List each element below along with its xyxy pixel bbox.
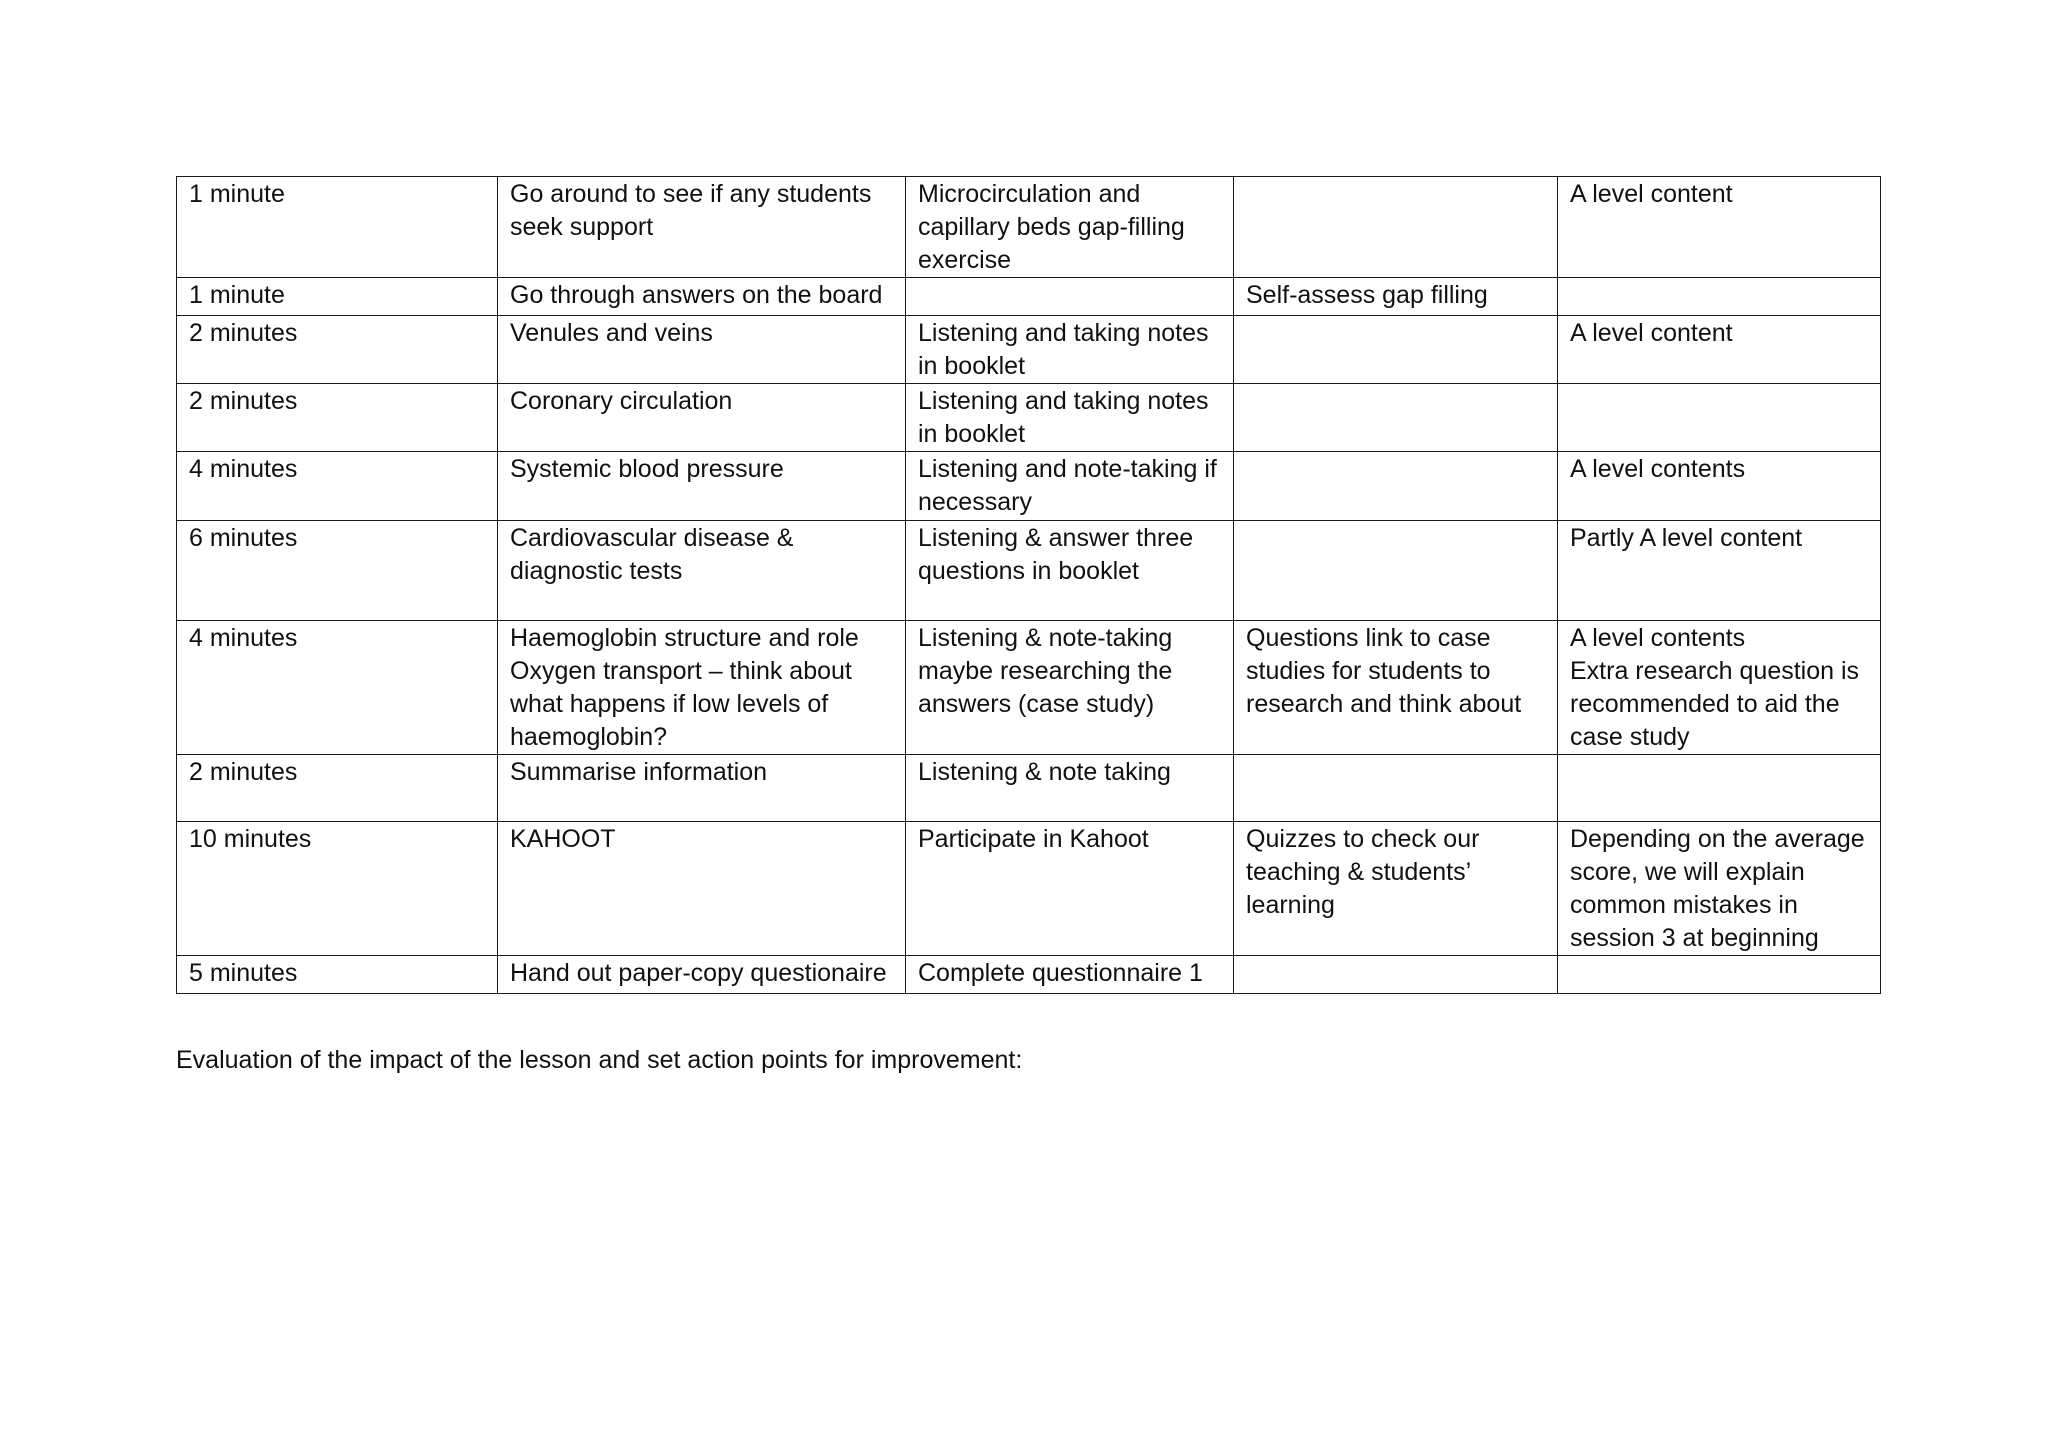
assessment-cell: [1234, 956, 1558, 994]
table-row: [177, 755, 1881, 822]
student-activity-cell: Listening & answer three questions in booklet: [906, 521, 1234, 621]
assessment-cell: Quizzes to check our teaching & students’ learning: [1234, 822, 1558, 956]
assessment-cell: [1234, 521, 1558, 621]
student-activity-cell: Microcirculation and capillary beds gap-filling exercise: [906, 177, 1234, 278]
teacher-activity-cell: Coronary circulation: [498, 384, 906, 452]
student-activity-cell: [906, 278, 1234, 316]
student-activity-cell: Listening & note taking: [906, 755, 1234, 822]
table-row: [177, 956, 1881, 994]
notes-cell: [1558, 278, 1881, 316]
teacher-activity-cell: Go around to see if any students seek support: [498, 177, 906, 278]
teacher-activity-cell: Systemic blood pressure: [498, 452, 906, 521]
time-cell: 2 minutes: [177, 755, 498, 822]
teacher-activity-cell: Go through answers on the board: [498, 278, 906, 316]
notes-cell: [1558, 384, 1881, 452]
teacher-activity-cell: KAHOOT: [498, 822, 906, 956]
time-cell: 10 minutes: [177, 822, 498, 956]
table-row: [177, 822, 1881, 956]
table-row: [177, 452, 1881, 521]
time-cell: 6 minutes: [177, 521, 498, 621]
time-cell: 1 minute: [177, 278, 498, 316]
notes-cell: [1558, 956, 1881, 994]
time-cell: 4 minutes: [177, 621, 498, 755]
teacher-activity-cell: Venules and veins: [498, 316, 906, 384]
teacher-activity-cell: Haemoglobin structure and role Oxygen transport – think about what happens if low levels of haemoglobin?: [498, 621, 906, 755]
table-row: [177, 521, 1881, 621]
notes-cell: Partly A level content: [1558, 521, 1881, 621]
notes-cell: Depending on the average score, we will explain common mistakes in session 3 at beginning: [1558, 822, 1881, 956]
student-activity-cell: Participate in Kahoot: [906, 822, 1234, 956]
time-cell: 2 minutes: [177, 384, 498, 452]
assessment-cell: [1234, 755, 1558, 822]
student-activity-cell: Listening and taking notes in booklet: [906, 384, 1234, 452]
time-cell: 1 minute: [177, 177, 498, 278]
assessment-cell: [1234, 177, 1558, 278]
table-row: [177, 177, 1881, 278]
table-row: [177, 621, 1881, 755]
notes-cell: A level content: [1558, 177, 1881, 278]
teacher-activity-cell: Cardiovascular disease & diagnostic tests: [498, 521, 906, 621]
assessment-cell: Questions link to case studies for students to research and think about: [1234, 621, 1558, 755]
student-activity-cell: Listening & note-taking maybe researching the answers (case study): [906, 621, 1234, 755]
lesson-plan-table: [176, 176, 1881, 994]
table-row: [177, 384, 1881, 452]
table-row: [177, 316, 1881, 384]
assessment-cell: [1234, 452, 1558, 521]
time-cell: 5 minutes: [177, 956, 498, 994]
notes-cell: [1558, 755, 1881, 822]
teacher-activity-cell: Hand out paper-copy questionaire: [498, 956, 906, 994]
assessment-cell: Self-assess gap filling: [1234, 278, 1558, 316]
notes-cell: A level contents: [1558, 452, 1881, 521]
student-activity-cell: Complete questionnaire 1: [906, 956, 1234, 994]
time-cell: 2 minutes: [177, 316, 498, 384]
assessment-cell: [1234, 384, 1558, 452]
assessment-cell: [1234, 316, 1558, 384]
table-row: [177, 278, 1881, 316]
notes-cell: A level content: [1558, 316, 1881, 384]
teacher-activity-cell: Summarise information: [498, 755, 906, 822]
time-cell: 4 minutes: [177, 452, 498, 521]
student-activity-cell: Listening and note-taking if necessary: [906, 452, 1234, 521]
student-activity-cell: Listening and taking notes in booklet: [906, 316, 1234, 384]
evaluation-heading: Evaluation of the impact of the lesson and set action points for improvement:: [176, 1046, 1023, 1074]
notes-cell: A level contents Extra research question is recommended to aid the case study: [1558, 621, 1881, 755]
